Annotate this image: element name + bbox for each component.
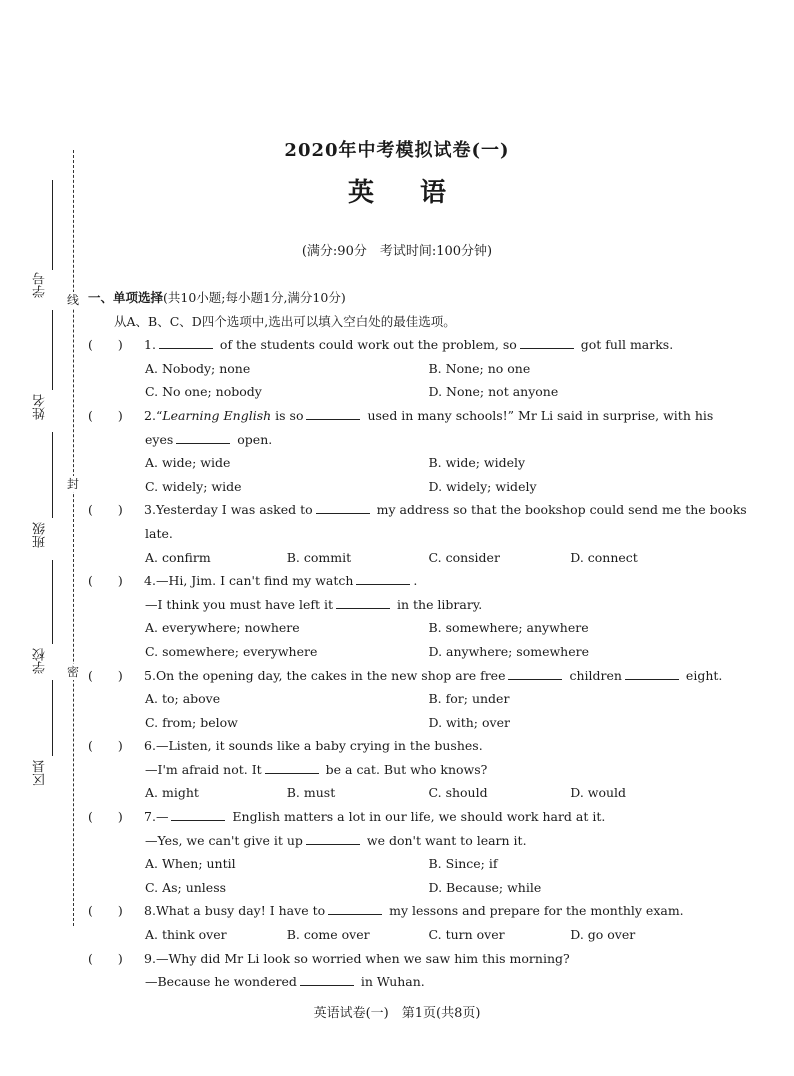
answer-bracket[interactable]: ( ) [88, 903, 123, 919]
field-label-school: 学校 [33, 648, 48, 674]
answer-bracket[interactable]: ( ) [88, 738, 123, 754]
question-6: ( ) 6.—Listen, it sounds like a baby crying in the bushes. [88, 734, 712, 758]
blank[interactable] [328, 902, 382, 915]
blank[interactable] [300, 973, 354, 986]
option-a[interactable]: A. When; until [145, 856, 236, 872]
option-c[interactable]: C. from; below [145, 714, 238, 730]
question-2-cont: eyes open. [145, 431, 273, 447]
blank[interactable] [520, 336, 574, 349]
question-9: ( ) 9.—Why did Mr Li look so worried when we saw him this morning? [88, 947, 712, 971]
option-a[interactable]: A. might [145, 785, 199, 801]
options-q4 [88, 616, 712, 640]
option-c[interactable]: C. No one; nobody [145, 384, 262, 400]
option-a[interactable]: A. Nobody; none [145, 360, 251, 376]
section-note: (共10小题;每小题1分,满分10分) [163, 290, 346, 305]
field-line-name[interactable] [52, 310, 53, 390]
option-a[interactable]: A. everywhere; nowhere [145, 620, 300, 636]
answer-bracket[interactable]: ( ) [88, 667, 123, 683]
option-c[interactable]: C. consider [428, 549, 500, 565]
blank[interactable] [306, 407, 360, 420]
option-a[interactable]: A. wide; wide [145, 455, 231, 471]
field-label-class: 班级 [33, 522, 48, 548]
answer-bracket[interactable]: ( ) [88, 407, 123, 423]
answer-bracket[interactable]: ( ) [88, 573, 123, 589]
option-a[interactable]: A. to; above [145, 691, 221, 707]
blank[interactable] [159, 336, 213, 349]
option-c[interactable]: C. widely; wide [145, 478, 242, 494]
seal-char-line: 线 [66, 293, 79, 307]
option-b[interactable]: B. for; under [428, 691, 510, 707]
blank[interactable] [176, 431, 230, 444]
option-c[interactable]: C. As; unless [145, 879, 227, 895]
question-7: ( ) 7.— English matters a lot in our life, we should work hard at it. [88, 805, 712, 829]
field-line-class[interactable] [52, 432, 53, 518]
question-4: ( ) 4.—Hi, Jim. I can't find my watch . [88, 569, 712, 593]
blank[interactable] [356, 572, 410, 585]
blank[interactable] [265, 761, 319, 774]
field-line-student-id[interactable] [52, 180, 53, 270]
options-q7 [88, 852, 712, 876]
options-q4-cd [88, 640, 712, 664]
option-d[interactable]: D. go over [570, 927, 636, 943]
option-d[interactable]: D. with; over [428, 714, 510, 730]
question-4-cont: —I think you must have left it in the library. [145, 596, 483, 612]
subject-title: 英语 [347, 178, 492, 208]
option-c[interactable]: C. should [428, 785, 488, 801]
answer-bracket[interactable]: ( ) [88, 502, 123, 518]
question-6-cont: —I'm afraid not. It be a cat. But who knows? [145, 761, 488, 777]
question-1: ( ) 1. of the students could work out the problem, so got full marks. [88, 333, 712, 357]
options-q5-cd [88, 711, 712, 735]
binding-dashed-line [73, 150, 74, 926]
option-d[interactable]: D. connect [570, 549, 638, 565]
options-q2 [88, 451, 712, 475]
options-q3 [88, 546, 712, 570]
exam-title: 2020年中考模拟试卷(一) [284, 140, 510, 161]
exam-info: (满分:90分 考试时间:100分钟) [301, 244, 493, 259]
seal-char-seal: 封 [66, 477, 79, 491]
options-q1-cd [88, 380, 712, 404]
option-a[interactable]: A. confirm [145, 549, 211, 565]
page-footer: 英语试卷(一) 第1页(共8页) [313, 1006, 481, 1021]
option-d[interactable]: D. None; not anyone [428, 384, 559, 400]
options-q6 [88, 781, 712, 805]
option-b[interactable]: B. wide; widely [428, 455, 526, 471]
blank[interactable] [336, 596, 390, 609]
option-d[interactable]: D. would [570, 785, 627, 801]
field-label-district: 区县 [33, 760, 48, 786]
option-c[interactable]: C. somewhere; everywhere [145, 643, 318, 659]
option-b[interactable]: B. must [286, 785, 336, 801]
blank[interactable] [625, 667, 679, 680]
option-d[interactable]: D. Because; while [428, 879, 542, 895]
answer-bracket[interactable]: ( ) [88, 809, 123, 825]
option-b[interactable]: B. somewhere; anywhere [428, 620, 589, 636]
options-q5 [88, 687, 712, 711]
options-q7-cd [88, 876, 712, 900]
option-c[interactable]: C. turn over [428, 927, 505, 943]
question-section [88, 286, 747, 994]
option-b[interactable]: B. come over [286, 927, 370, 943]
blank[interactable] [316, 501, 370, 514]
option-b[interactable]: B. Since; if [428, 856, 498, 872]
field-label-name: 姓名 [33, 394, 48, 420]
question-3-cont: late. [145, 525, 173, 541]
options-q8 [88, 923, 712, 947]
blank[interactable] [306, 832, 360, 845]
question-9-cont: —Because he wondered in Wuhan. [145, 974, 425, 990]
field-label-student-id: 学号 [33, 272, 48, 298]
blank[interactable] [171, 808, 225, 821]
question-5: ( ) 5.On the opening day, the cakes in the new shop are free children eight. [88, 664, 712, 688]
field-line-district[interactable] [52, 680, 53, 756]
question-7-cont: —Yes, we can't give it up we don't want to learn it. [145, 832, 527, 848]
section-instruction: 从A、B、C、D四个选项中,选出可以填入空白处的最佳选项。 [114, 313, 456, 329]
section-heading: 一、单项选择(共10小题;每小题1分,满分10分) [88, 290, 346, 305]
options-q1 [88, 357, 712, 381]
option-d[interactable]: D. anywhere; somewhere [428, 643, 590, 659]
question-8: ( ) 8.What a busy day! I have to my lessons and prepare for the monthly exam. [88, 899, 712, 923]
option-a[interactable]: A. think over [145, 927, 227, 943]
question-2: ( ) 2.“Learning English is so used in many schools!” Mr Li said in surprise, with his [88, 404, 712, 428]
answer-bracket[interactable]: ( ) [88, 950, 123, 966]
seal-char-secret: 密 [66, 665, 79, 679]
option-b[interactable]: B. None; no one [428, 360, 531, 376]
answer-bracket[interactable]: ( ) [88, 337, 123, 353]
question-3: ( ) 3.Yesterday I was asked to my address so that the bookshop could send me the books [88, 498, 712, 522]
blank[interactable] [508, 667, 562, 680]
option-b[interactable]: B. commit [286, 549, 352, 565]
option-d[interactable]: D. widely; widely [428, 478, 537, 494]
options-q2-cd [88, 475, 712, 499]
field-line-school[interactable] [52, 560, 53, 644]
